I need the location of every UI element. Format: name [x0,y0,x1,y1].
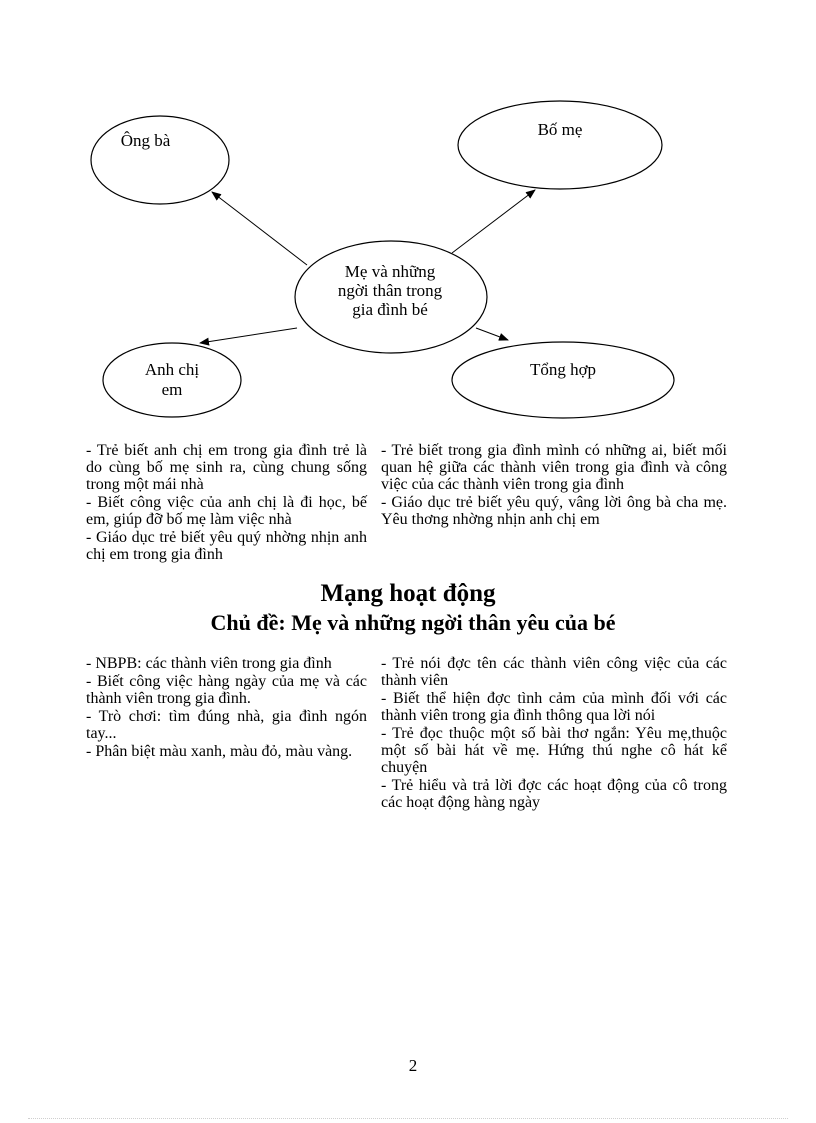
node-label-top-right: Bố mẹ [537,120,583,139]
node-label-bottom-right: Tổng hợp [529,360,597,379]
upper-right-text [381,442,727,529]
list-item: - Trò chơi: tìm đúng nhà, gia đình ngón tay... [86,708,367,742]
lower-left-text [86,655,367,761]
upper-left-text [86,442,367,564]
list-item: - Phân biệt màu xanh, màu đỏ, màu vàng. [86,743,353,760]
list-item: - Biết công việc của anh chị là đi học, bế em, giúp đỡ bố mẹ làm việc nhà [86,494,367,528]
list-item: - Trẻ đọc thuộc một số bài thơ ngắn: Yêu mẹ,thuộc một số bài hát về mẹ. Hứng thú nghe cô hát kể chuyện [381,725,727,776]
list-item: - Biết công việc hàng ngày của mẹ và các thành viên trong gia đình. [86,673,367,707]
node-label-top-left: Ông bà [120,131,171,150]
list-item: - Biết thể hiện đợc tình cảm của mình đối với các thành viên trong gia đình thông qua lời nói [381,690,727,724]
bottom-divider [28,1118,788,1119]
lower-right-text [381,655,727,812]
list-item: - Trẻ biết anh chị em trong gia đình trẻ là do cùng bố mẹ sinh ra, cùng chung sống trong một mái nhà [86,442,367,493]
list-item: - Trẻ nói đợc tên các thành viên công việc của các thành viên [381,655,727,689]
list-item: - NBPB: các thành viên trong gia đình [86,655,332,672]
arrow-to-bottom-right [476,328,508,340]
family-mind-map [0,0,816,430]
arrow-to-top-right [452,190,535,253]
node-label-bottom-left: Anh chị em [144,360,200,399]
page-subtitle: Chủ đề: Mẹ và những ngời thân yêu của bé [210,610,616,635]
list-item: - Trẻ biết trong gia đình mình có những ai, biết mối quan hệ giữa các thành viên trong gia đình và công việc của các thành viên trong gia đình [381,442,727,493]
node-oval-top-left [91,116,229,204]
node-oval-top-right [458,101,662,189]
list-item: - Giáo dục trẻ biết yêu quý nhờng nhịn anh chị em trong gia đình [86,529,367,563]
page-number: 2 [408,1056,418,1075]
arrow-to-bottom-left [200,328,297,343]
arrow-to-top-left [212,192,307,265]
node-oval-bottom-right [452,342,674,418]
list-item: - Trẻ hiểu và trả lời đợc các hoạt động của cô trong các hoạt động hàng ngày [381,777,727,811]
page-title: Mạng hoạt động [320,580,496,607]
center-label: Mẹ và những ngời thân trong gia đình bé [337,262,443,319]
list-item: - Giáo dục trẻ biết yêu quý, vâng lời ông bà cha mẹ. Yêu thơng nhờng nhịn anh chị em [381,494,727,528]
